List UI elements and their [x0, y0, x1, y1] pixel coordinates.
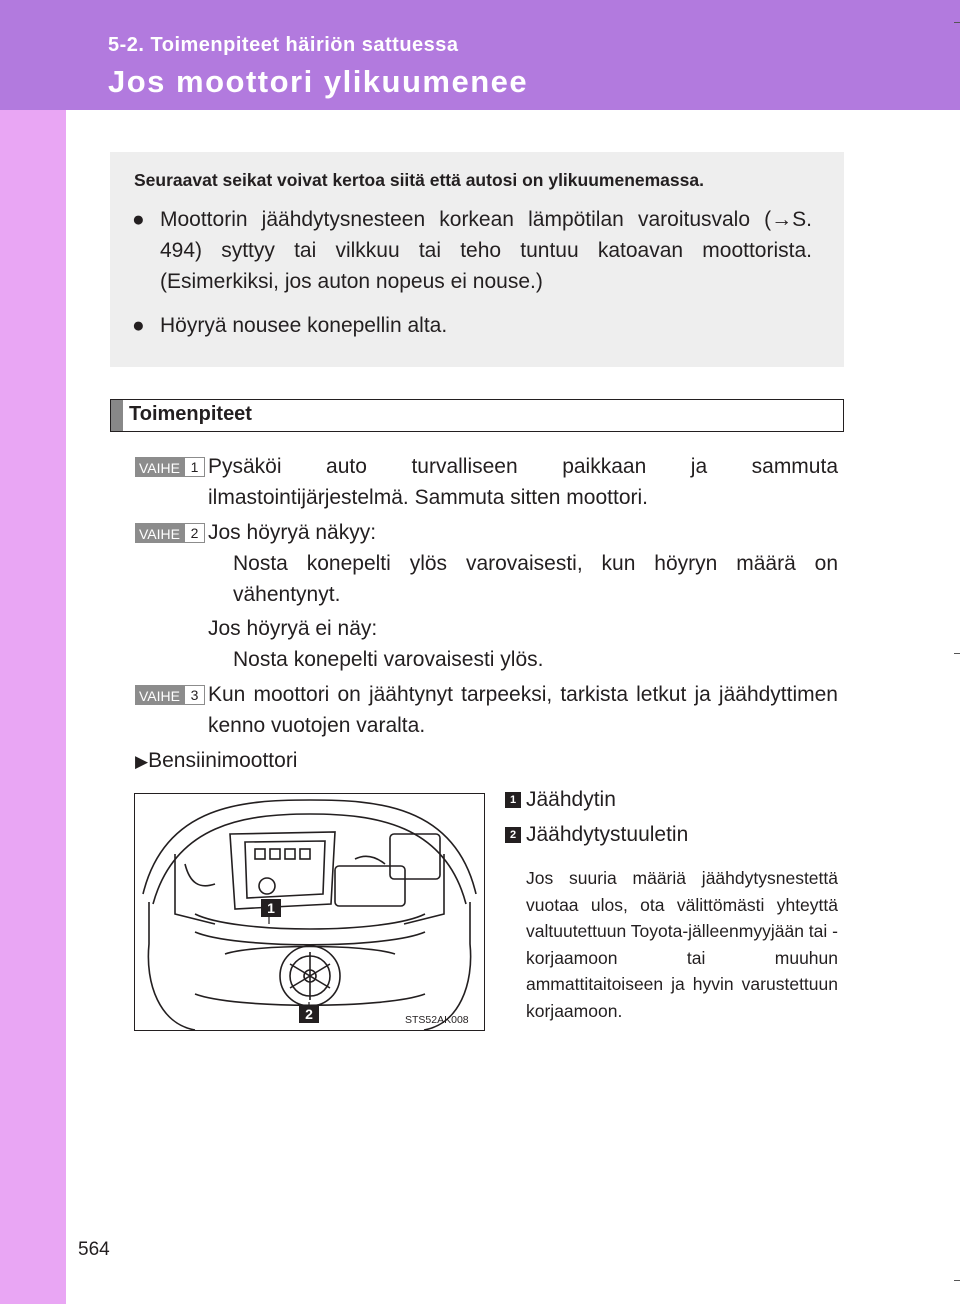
engine-type-label: Bensiinimoottori [148, 749, 298, 772]
section-title-bar [110, 399, 844, 432]
step-badge-number: 2 [184, 523, 205, 543]
legend-label: Jäähdytystuuletin [526, 823, 689, 846]
step-badge-label: VAIHE [135, 685, 184, 705]
legend-number: 1 [505, 792, 521, 808]
engine-bay-illustration-icon [135, 794, 484, 1030]
step-badge-2 [135, 523, 205, 543]
engine-type [135, 745, 297, 777]
left-margin-band [0, 0, 66, 1304]
legend-label: Jäähdytin [526, 788, 616, 811]
step-badge-label: VAIHE [135, 523, 184, 543]
legend-item-1 [505, 788, 616, 812]
step-badge-number: 1 [184, 457, 205, 477]
symptom-text: Moottorin jäähdytysnesteen korkean lämpötilan varoitusvalo (→S. 494) syttyy tai vilkkuu tai teho tuntuu katoavan moottorista. (Esimerkiksi, jos auton nopeus ei nouse.) [160, 208, 812, 293]
crop-mark [954, 22, 960, 23]
figure-callout-1: 1 [261, 899, 281, 917]
step-badge-3 [135, 685, 205, 705]
step-badge-1 [135, 457, 205, 477]
crop-mark [954, 1280, 960, 1281]
step-2-no-steam-label: Jos höyryä ei näy: [208, 617, 378, 640]
chapter-header [0, 0, 960, 110]
black-circle-bullet-icon: ● [132, 314, 145, 337]
right-triangle-marker-icon: ▶ [135, 752, 149, 771]
engine-bay-figure [134, 793, 485, 1031]
symptom-text: Höyryä nousee konepellin alta. [160, 314, 448, 337]
figure-code: STS52AK008 [405, 1014, 469, 1026]
symptoms-box [110, 152, 844, 367]
step-1-text: Pysäköi auto turvalliseen paikkaan ja sammuta ilmastointijärjestelmä. Sammuta sitten moottori. [208, 455, 838, 509]
legend-item-2 [505, 823, 688, 847]
section-heading: 5-2. Toimenpiteet häiriön sattuessa [108, 34, 459, 56]
step-2-no-steam-action: Nosta konepelti varovaisesti ylös. [233, 648, 544, 671]
symptom-bullet [132, 204, 812, 297]
section-title: Toimenpiteet [129, 403, 252, 425]
step-badge-label: VAIHE [135, 457, 184, 477]
page-number: 564 [78, 1239, 110, 1260]
crop-mark [954, 653, 960, 654]
legend-number: 2 [505, 827, 521, 843]
page-title: Jos moottori ylikuumenee [108, 64, 529, 99]
step-badge-number: 3 [184, 685, 205, 705]
symptoms-intro: Seuraavat seikat voivat kertoa siitä että autosi on ylikuumenemassa. [134, 170, 704, 190]
figure-callout-2: 2 [299, 1005, 319, 1023]
black-circle-bullet-icon: ● [132, 208, 145, 231]
step-2-steam-action: Nosta konepelti ylös varovaisesti, kun höyryn määrä on vähentynyt. [233, 552, 838, 606]
step-3-text: Kun moottori on jäähtynyt tarpeeksi, tarkista letkut ja jäähdyttimen kenno vuotojen varalta. [208, 683, 838, 737]
step-2-text: Jos höyryä näkyy: [208, 521, 377, 544]
section-accent [111, 400, 123, 431]
coolant-leak-note: Jos suuria määriä jäähdytysnestettä vuotaa ulos, ota välittömästi yhteyttä valtuutettuun Toyota-jälleenmyyjään tai -korjaamoon tai muuhun ammattitaitoiseen ja hyvin varustettuun korjaamoon. [526, 868, 838, 1021]
symptom-bullet [132, 310, 812, 341]
